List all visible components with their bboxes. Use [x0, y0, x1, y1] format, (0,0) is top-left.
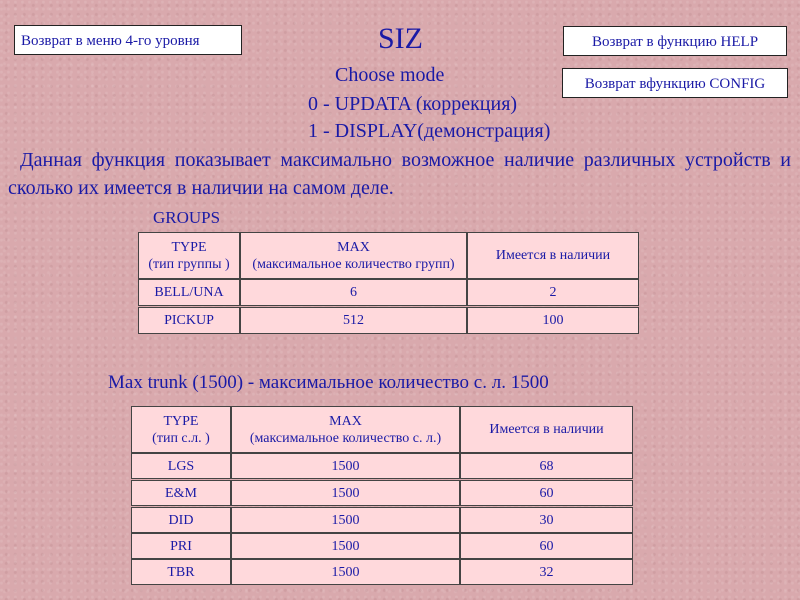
table-cell: 1500 — [231, 480, 460, 506]
table-cell: 6 — [240, 279, 467, 306]
table-cell: LGS — [131, 453, 231, 479]
table-cell: 32 — [460, 559, 633, 585]
table-header-cell: Имеется в наличии — [467, 232, 639, 279]
table-cell: 1500 — [231, 507, 460, 533]
mode-option-display: 1 - DISPLAY(демонстрация) — [308, 120, 551, 142]
table-header-cell: MAX (максимальное количество с. л.) — [231, 406, 460, 453]
table-cell: PRI — [131, 533, 231, 559]
table-cell: 60 — [460, 480, 633, 506]
table-cell: 100 — [467, 307, 639, 334]
table-cell: 1500 — [231, 533, 460, 559]
return-help-button[interactable]: Возврат в функцию HELP — [563, 26, 787, 56]
table-header-cell: MAX (максимальное количество групп) — [240, 232, 467, 279]
return-menu-level4-button[interactable]: Возврат в меню 4-го уровня — [14, 25, 242, 55]
table-header-cell: TYPE (тип группы ) — [138, 232, 240, 279]
trunk-label: Max trunk (1500) - максимальное количество с. л. 1500 — [108, 372, 549, 393]
table-cell: 2 — [467, 279, 639, 306]
return-config-button[interactable]: Возврат вфункцию CONFIG — [562, 68, 788, 98]
table-cell: 1500 — [231, 559, 460, 585]
table-cell: 60 — [460, 533, 633, 559]
table-cell: 68 — [460, 453, 633, 479]
function-description: Данная функция показывает максимально возможное наличие различных устройств и сколько их имеется в наличии на самом деле. — [8, 149, 791, 199]
table-cell: 30 — [460, 507, 633, 533]
table-header-cell: TYPE (тип с.л. ) — [131, 406, 231, 453]
table-cell: DID — [131, 507, 231, 533]
groups-label: GROUPS — [153, 208, 221, 227]
mode-option-update: 0 - UPDATA (коррекция) — [308, 93, 518, 115]
table-cell: PICKUP — [138, 307, 240, 334]
page-title: SIZ — [378, 22, 423, 55]
table-cell: 512 — [240, 307, 467, 334]
table-cell: BELL/UNA — [138, 279, 240, 306]
table-cell: E&M — [131, 480, 231, 506]
table-cell: TBR — [131, 559, 231, 585]
table-header-cell: Имеется в наличии — [460, 406, 633, 453]
choose-mode-heading: Choose mode — [335, 64, 445, 86]
table-cell: 1500 — [231, 453, 460, 479]
